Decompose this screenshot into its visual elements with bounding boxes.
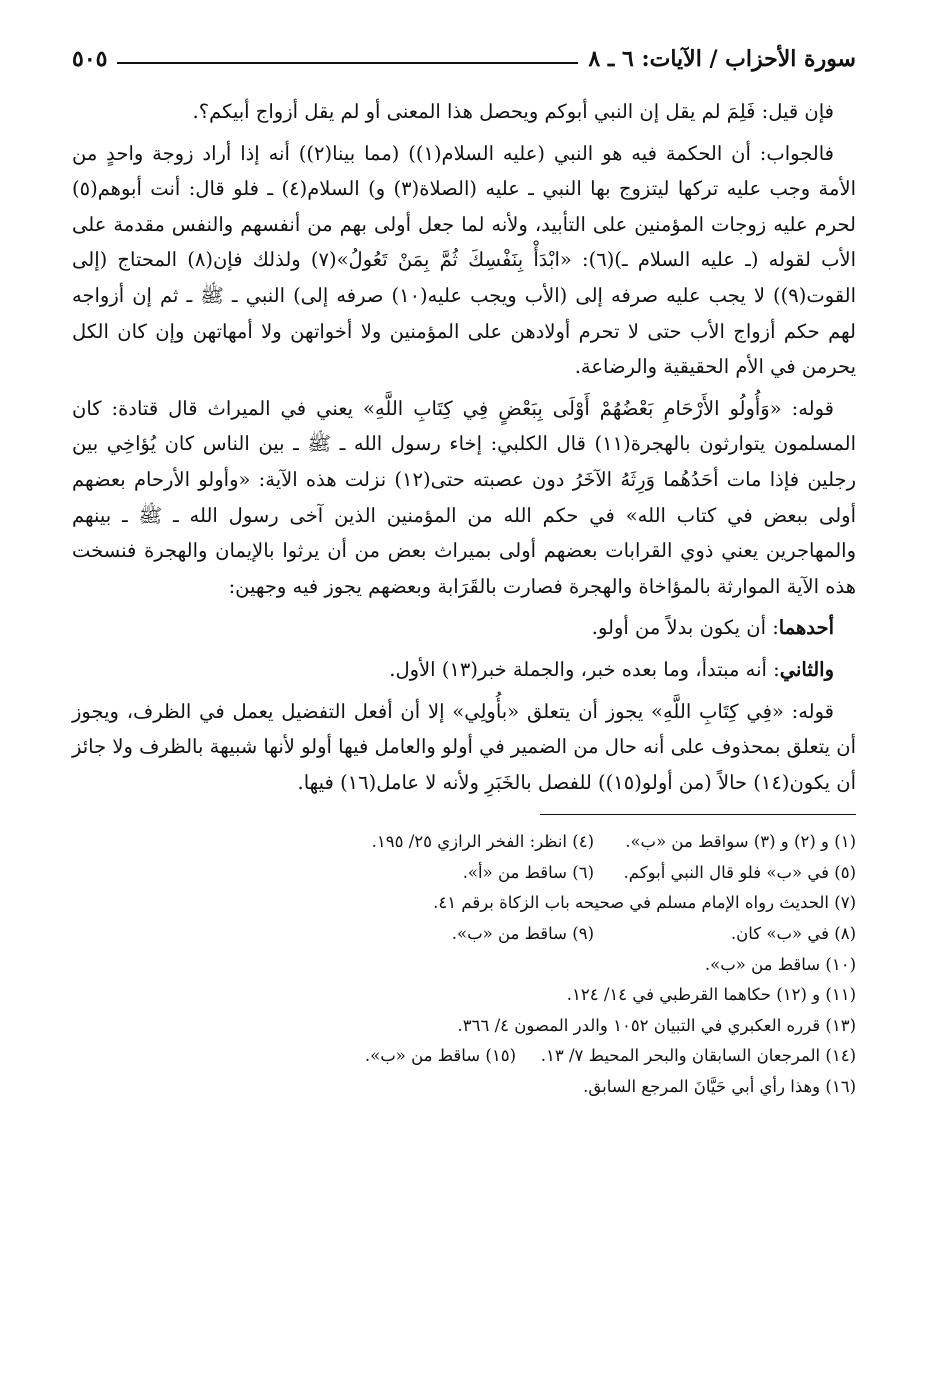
footnote-row <box>72 858 856 889</box>
footnote: (١١) و (١٢) حكاهما القرطبي في ١٤/ ١٢٤. <box>566 985 856 1005</box>
footnote-separator <box>540 814 856 815</box>
footnote: (٩) ساقط من «ب». <box>451 924 594 944</box>
footnotes <box>72 827 856 1102</box>
header-rule <box>117 62 578 64</box>
footnote: (١) و (٢) و (٣) سواقط من «ب». <box>625 832 856 852</box>
footnote: (٦) ساقط من «أ». <box>462 862 594 882</box>
paragraph-verse-commentary: قوله: «وَأُولُو الأَرْحَامِ بَعْضُهُمْ أَوْلَى بِبَعْضٍ فِي كِتَابِ اللَّهِ» يعني في الميراث قال قتادة: كان المسلمون يتوارثون بالهجرة(١١) قال الكلبي: إخاء رسول الله ـ ﷺ ـ بين الناس كان يُؤاخِي بين رجلين فإذا مات أحَدُهُما وَرِثَهُ الآخَرُ دون عصبته حتى(١٢) نزلت هذه الآية: «وأولو الأرحام بعضهم أولى ببعض في كتاب الله» في حكم الله من المؤمنين الذين آخى رسول الله ـ ﷺ ـ بينهم والمهاجرين يعني ذوي القرابات بعضهم أولى بميراث بعض من أن يرثوا بالإيمان والهجرة فنسخت هذه الآية الموارثة بالمؤاخاة والهجرة فصارت بالقَرَابة وبعضهم يجوز فيه وجهين: <box>72 396 857 598</box>
footnote-row <box>72 1041 856 1072</box>
paragraph-grammar: قوله: «فِي كِتَابِ اللَّهِ» يجوز أن يتعلق «بأُولِي» إلا أن أفعل التفضيل يعمل في الظرف، ويجوز أن يتعلق بمحذوف على أنه حال من الضمير في أولو والعامل فيها أولو لأنها شبيهة بالظرف ولا جائز أن يكون(١٤) حالاً (من أولو(١٥)) للفصل بالخَبَرِ ولأنه لا عامل(١٦) فيها. <box>72 699 856 794</box>
footnote-row <box>72 950 856 981</box>
footnote: (٨) في «ب» كان. <box>730 924 856 944</box>
paragraph-first-aspect <box>72 610 856 646</box>
second-aspect-label: والثاني <box>779 657 834 681</box>
main-text <box>72 94 856 800</box>
footnote-row <box>72 919 856 950</box>
footnote: (٧) الحديث رواه الإمام مسلم في صحيحه باب الزكاة برقم ٤١. <box>433 893 856 913</box>
page-header <box>72 34 856 72</box>
footnote-row <box>72 1011 856 1042</box>
footnote-row <box>72 980 856 1011</box>
first-aspect-label: أحدهما <box>778 616 834 640</box>
page-number: ٥٠٥ <box>72 46 108 72</box>
footnote: (٤) انظر: الفخر الرازي ٢٥/ ١٩٥. <box>371 832 594 852</box>
paragraph-question: فإن قيل: فَلِمَ لم يقل إن النبي أبوكم ويحصل هذا المعنى أو لم يقل أزواج أبيكم؟. <box>192 100 834 123</box>
footnote-row <box>72 827 856 858</box>
second-aspect-text: : أنه مبتدأ، وما بعده خبر، والجملة خبر(١٣) الأول. <box>389 657 780 681</box>
paragraph-second-aspect <box>72 652 856 688</box>
running-title: سورة الأحزاب / الآيات: ٦ ـ ٨ <box>588 46 856 72</box>
footnote: (١٣) قرره العكبري في التبيان ١٠٥٢ والدر المصون ٤/ ٣٦٦. <box>457 1015 856 1035</box>
footnote-row <box>72 1072 856 1103</box>
first-aspect-text: : أن يكون بدلاً من أولو. <box>591 616 779 640</box>
footnote: (٥) في «ب» فلو قال النبي أبوكم. <box>623 862 856 882</box>
footnote-row <box>72 888 856 919</box>
footnote: (١٠) ساقط من «ب». <box>704 954 856 974</box>
footnote: (١٥) ساقط من «ب». <box>364 1046 516 1066</box>
paragraph-answer: فالجواب: أن الحكمة فيه هو النبي (عليه السلام(١)) (مما بينا(٢)) أنه إذا أراد زوجة واحدٍ من الأمة وجب عليه تركها ليتزوج بها النبي ـ عليه (الصلاة(٣) و) السلام(٤) ـ فلو قال: أنت أبوهم(٥) لحرم عليه زوجات المؤمنين على التأبيد، ولأنه لما جعل أولى بهم من أنفسهم والنفس مقدمة على الأب لقوله (ـ عليه السلام ـ)(٦): «ابْدَأْ بِنَفْسِكَ ثُمَّ بِمَنْ تَعُولُ»(٧) ولذلك فإن(٨) المحتاج (إلى القوت(٩)) لا يجب عليه صرفه إلى (الأب ويجب عليه(١٠) صرفه إلى) النبي ـ ﷺ ـ ثم إن أزواجه لهم حكم أزواج الأب حتى لا تحرم أولادهن على المؤمنين ولا أخواتهن ولا أمهاتهن وإن كان الكل يحرمن في الأم الحقيقية والرضاعة. <box>72 141 857 379</box>
footnote: (١٤) المرجعان السابقان والبحر المحيط ٧/ ١٣. <box>540 1046 856 1066</box>
footnote: (١٦) وهذا رأي أبي حَيَّانَ المرجع السابق. <box>583 1077 856 1097</box>
